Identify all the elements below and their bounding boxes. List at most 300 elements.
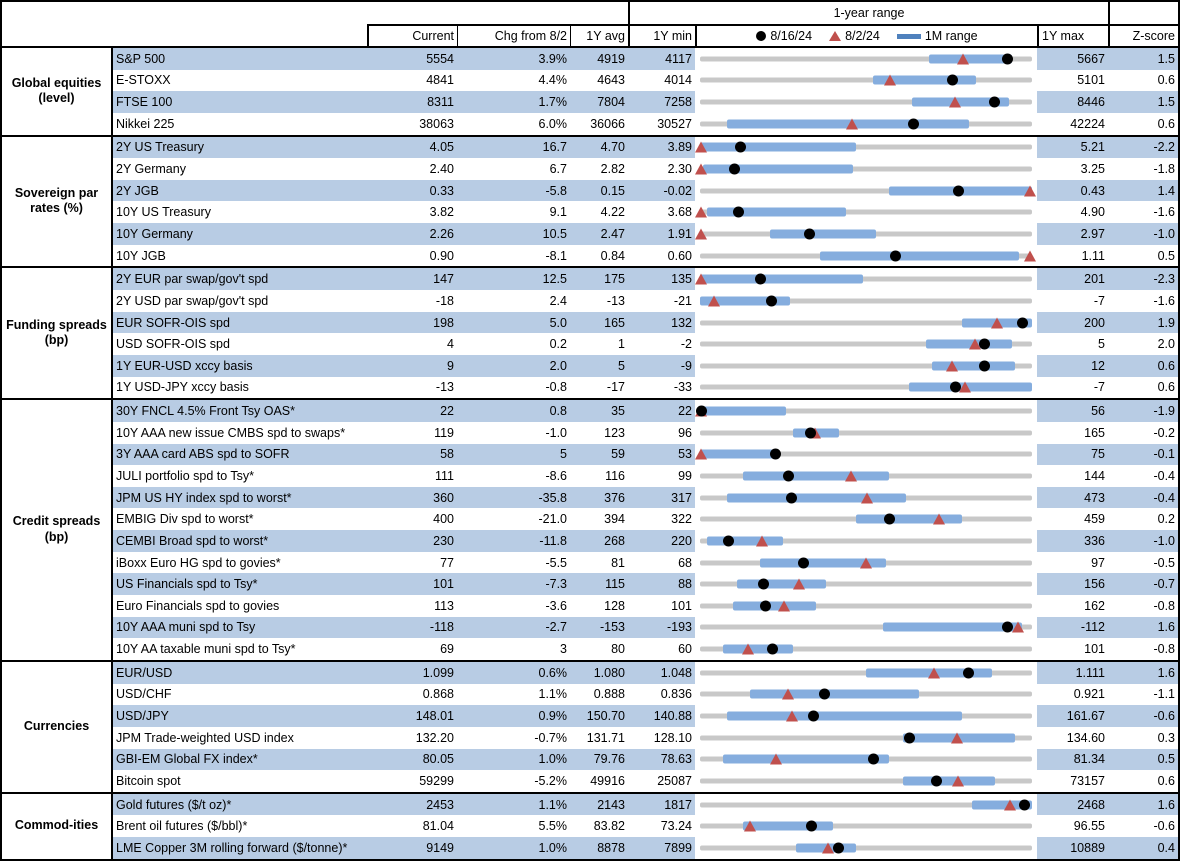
1y-min-value: 30527	[657, 116, 692, 131]
zscore-value: 0.2	[1157, 512, 1175, 527]
prior-triangle-icon	[928, 667, 940, 678]
current-dot-icon	[833, 842, 844, 853]
1y-min-value: 78.63	[628, 749, 695, 771]
1y-max-value: 144	[1084, 468, 1105, 483]
instrument-name: LME Copper 3M rolling forward ($/tonne)*	[113, 837, 367, 859]
1y-min-value: -0.02	[628, 180, 695, 202]
current-value: 8311	[367, 91, 457, 113]
range-chart-cell	[695, 770, 1037, 792]
legend-current-item	[756, 29, 812, 43]
prior-triangle-icon	[1012, 622, 1024, 633]
prior-triangle-icon	[861, 492, 873, 503]
instrument-name: CEMBI Broad spd to worst*	[113, 530, 367, 552]
chg-from-8-2-value: -0.7%	[534, 730, 567, 745]
instrument-name: 3Y AAA card ABS spd to SOFR	[113, 444, 367, 466]
current-value: 0.90	[429, 248, 454, 263]
zscore-value: -0.2	[1153, 425, 1175, 440]
instrument-name: 2Y JGB	[113, 180, 367, 202]
zscore-value: 1.5	[1108, 91, 1178, 113]
header-row-2	[2, 24, 1178, 46]
chg-from-8-2-value: 3	[560, 642, 567, 657]
1y-max-value: -112	[1037, 617, 1108, 639]
prior-triangle-icon	[742, 644, 754, 655]
section-category-label: Sovereign par rates (%)	[2, 137, 113, 267]
chg-from-8-2-value: 0.9%	[457, 705, 570, 727]
range-chart-cell	[695, 530, 1037, 552]
col-header-zscore: Z-score	[1108, 24, 1178, 46]
1y-max-value: 8446	[1037, 91, 1108, 113]
range-chart-cell	[695, 749, 1037, 771]
instrument-name: 1Y EUR-USD xccy basis	[113, 355, 367, 377]
1y-min-value: 7899	[628, 837, 695, 859]
legend-triangle-label: 8/2/24	[845, 29, 880, 43]
range-plot	[700, 749, 1032, 771]
prior-triangle-icon	[744, 821, 756, 832]
range-chart-cell	[695, 444, 1037, 466]
instrument-name: E-STOXX	[116, 73, 171, 88]
range-plot	[700, 770, 1032, 792]
legend-bar-icon	[897, 34, 921, 39]
current-value: 9149	[367, 837, 457, 859]
1y-max-value: 4.90	[1080, 205, 1105, 220]
prior-triangle-icon	[695, 164, 707, 175]
one-month-range-bar	[856, 515, 962, 524]
1y-avg-value: 79.76	[570, 749, 628, 771]
1y-avg-value: 376	[570, 487, 628, 509]
zscore-header-spacer	[1108, 2, 1178, 24]
1y-avg-value: 81	[611, 555, 625, 570]
current-dot-icon	[696, 406, 707, 417]
zscore-value: 0.6	[1108, 355, 1178, 377]
1y-min-value: 3.89	[628, 137, 695, 159]
zscore-value: -1.1	[1153, 687, 1175, 702]
instrument-name: 1Y USD-JPY xccy basis	[116, 380, 249, 395]
range-header-cell	[628, 2, 1108, 24]
chg-from-8-2-value: 1.7%	[457, 91, 570, 113]
table-row	[113, 595, 1178, 617]
range-plot	[700, 91, 1032, 113]
range-chart-cell	[695, 70, 1037, 92]
zscore-value: -0.6	[1153, 819, 1175, 834]
current-value: 198	[367, 312, 457, 334]
1y-min-value: 322	[671, 512, 692, 527]
1y-avg-value: 59	[570, 444, 628, 466]
prior-triangle-icon	[860, 557, 872, 568]
prior-triangle-icon	[770, 754, 782, 765]
1y-avg-value: 115	[570, 573, 628, 595]
1y-avg-value: 83.82	[593, 819, 625, 834]
current-dot-icon	[729, 164, 740, 175]
current-value: 38063	[419, 116, 454, 131]
range-chart-cell	[695, 400, 1037, 422]
table-row	[113, 794, 1178, 816]
current-value: 113	[434, 598, 454, 613]
range-plot	[700, 245, 1032, 267]
instrument-name: S&P 500	[113, 48, 367, 70]
table-row	[113, 158, 1178, 180]
prior-triangle-icon	[695, 142, 707, 153]
1y-min-value: 7258	[628, 91, 695, 113]
1y-min-value: 220	[628, 530, 695, 552]
current-value: 80.05	[367, 749, 457, 771]
1y-min-value: 140.88	[628, 705, 695, 727]
chg-from-8-2-value: -1.0	[545, 425, 567, 440]
range-plot	[700, 487, 1032, 509]
range-chart-cell	[695, 48, 1037, 70]
prior-triangle-icon	[708, 295, 720, 306]
1y-max-value: 459	[1084, 512, 1105, 527]
instrument-name: iBoxx Euro HG spd to govies*	[116, 555, 281, 570]
instrument-name: 2Y USD par swap/gov't spd	[116, 293, 269, 308]
one-month-range-bar	[733, 601, 816, 610]
1y-min-value: -21	[673, 293, 692, 308]
1y-max-value: 473	[1037, 487, 1108, 509]
chg-from-8-2-value: -11.8	[457, 530, 570, 552]
current-dot-icon	[755, 274, 766, 285]
current-dot-icon	[798, 557, 809, 568]
prior-triangle-icon	[946, 360, 958, 371]
1y-max-value: 3.25	[1080, 162, 1105, 177]
range-plot	[700, 705, 1032, 727]
1y-max-value: 0.43	[1037, 180, 1108, 202]
1y-max-value: 5101	[1077, 73, 1105, 88]
instrument-name: US Financials spd to Tsy*	[113, 573, 367, 595]
chg-from-8-2-value: -5.8	[457, 180, 570, 202]
1y-min-value: 99	[678, 468, 692, 483]
range-plot	[700, 70, 1032, 92]
instrument-name: 30Y FNCL 4.5% Front Tsy OAS*	[113, 400, 367, 422]
current-value: 360	[367, 487, 457, 509]
1y-min-value: -33	[673, 380, 692, 395]
current-value: 2453	[367, 794, 457, 816]
1y-avg-value: 116	[605, 468, 625, 483]
1y-min-value: 73.24	[660, 819, 692, 834]
zscore-value: -1.6	[1153, 293, 1175, 308]
1y-avg-value: 0.888	[593, 687, 625, 702]
range-chart-cell	[695, 837, 1037, 859]
section-rows	[113, 662, 1178, 792]
1y-avg-value: 2.82	[600, 162, 625, 177]
instrument-name: EUR/USD	[113, 662, 367, 684]
instrument-name: USD SOFR-OIS spd	[116, 337, 230, 352]
current-value: 2.40	[429, 162, 454, 177]
chg-from-8-2-value: 6.0%	[538, 116, 567, 131]
1y-min-value: 22	[628, 400, 695, 422]
range-legend	[695, 24, 1037, 46]
1y-max-value: 5.21	[1037, 137, 1108, 159]
current-value: 77	[440, 555, 454, 570]
one-month-range-bar	[750, 690, 919, 699]
zscore-value: 1.4	[1108, 180, 1178, 202]
instrument-name: Nikkei 225	[116, 116, 175, 131]
current-dot-icon	[908, 118, 919, 129]
one-month-range-bar	[743, 822, 833, 831]
current-dot-icon	[770, 449, 781, 460]
zscore-value: -0.6	[1108, 705, 1178, 727]
range-plot	[700, 158, 1032, 180]
chg-from-8-2-value: -35.8	[457, 487, 570, 509]
current-dot-icon	[989, 97, 1000, 108]
range-plot	[700, 508, 1032, 530]
zscore-value: 1.9	[1108, 312, 1178, 334]
header-row-1	[2, 2, 1178, 24]
range-plot	[700, 377, 1032, 399]
current-dot-icon	[1017, 317, 1028, 328]
current-value: 132.20	[415, 730, 454, 745]
instrument-name: JPM Trade-weighted USD index	[116, 730, 294, 745]
table-row	[113, 552, 1178, 574]
zscore-value: -2.3	[1108, 268, 1178, 290]
prior-triangle-icon	[951, 732, 963, 743]
range-chart-cell	[695, 684, 1037, 706]
table-row	[113, 377, 1178, 399]
one-month-range-bar	[727, 493, 906, 502]
1y-max-value: -7	[1093, 293, 1105, 308]
one-month-range-bar	[727, 712, 963, 721]
range-chart-cell	[695, 573, 1037, 595]
1y-max-value: 81.34	[1037, 749, 1108, 771]
range-header-label: 1-year range	[833, 6, 905, 20]
1y-max-value: 75	[1037, 444, 1108, 466]
1y-max-value: 10889	[1037, 837, 1108, 859]
current-dot-icon	[931, 775, 942, 786]
chg-from-8-2-value: 16.7	[457, 137, 570, 159]
range-chart-cell	[695, 158, 1037, 180]
prior-triangle-icon	[1024, 185, 1036, 196]
range-chart-cell	[695, 113, 1037, 135]
range-plot	[700, 617, 1032, 639]
one-month-range-bar	[707, 208, 846, 217]
prior-triangle-icon	[952, 775, 964, 786]
instrument-name: 10Y JGB	[116, 248, 166, 263]
current-value: 5554	[367, 48, 457, 70]
section-rows	[113, 794, 1178, 859]
1y-max-value: 96.55	[1073, 819, 1105, 834]
range-chart-cell	[695, 290, 1037, 312]
prior-triangle-icon	[959, 382, 971, 393]
section-rows	[113, 400, 1178, 660]
1y-avg-value: 394	[604, 512, 625, 527]
range-chart-cell	[695, 91, 1037, 113]
range-plot	[700, 355, 1032, 377]
prior-triangle-icon	[695, 449, 707, 460]
chg-from-8-2-value: 1.0%	[457, 749, 570, 771]
range-chart-cell	[695, 312, 1037, 334]
range-chart-cell	[695, 245, 1037, 267]
chg-from-8-2-value: 2.0	[457, 355, 570, 377]
table-row	[113, 749, 1178, 771]
1y-max-value: 161.67	[1037, 705, 1108, 727]
section-category-label: Credit spreads (bp)	[2, 400, 113, 660]
table-row	[113, 444, 1178, 466]
table-row	[113, 770, 1178, 792]
zscore-value: 0.6	[1157, 380, 1175, 395]
1y-avg-value: 4643	[597, 73, 625, 88]
current-value: 111	[434, 468, 454, 483]
zscore-value: -1.9	[1108, 400, 1178, 422]
section	[2, 46, 1178, 135]
current-value: 119	[434, 425, 454, 440]
table-row	[113, 113, 1178, 135]
chg-from-8-2-value: -2.7	[457, 617, 570, 639]
current-dot-icon	[890, 250, 901, 261]
table-row	[113, 245, 1178, 267]
range-chart-cell	[695, 201, 1037, 223]
zscore-value: -0.8	[1153, 642, 1175, 657]
instrument-name: 2Y EUR par swap/gov't spd	[113, 268, 367, 290]
prior-triangle-icon	[695, 228, 707, 239]
table-row	[113, 290, 1178, 312]
instrument-name: 10Y AAA muni spd to Tsy	[113, 617, 367, 639]
current-value: 2.26	[367, 223, 457, 245]
1y-avg-value: 0.84	[600, 248, 625, 263]
chg-from-8-2-value: -7.3	[457, 573, 570, 595]
1y-min-value: 317	[628, 487, 695, 509]
current-value: -13	[435, 380, 454, 395]
1y-avg-value: 131.71	[586, 730, 625, 745]
instrument-name: EUR SOFR-OIS spd	[113, 312, 367, 334]
section-category-label: Global equities (level)	[2, 48, 113, 135]
chg-from-8-2-value: 0.6%	[457, 662, 570, 684]
current-value: 230	[367, 530, 457, 552]
one-month-range-bar	[723, 755, 889, 764]
table-row	[113, 508, 1178, 530]
1y-max-value: 56	[1037, 400, 1108, 422]
legend-1m-range-item	[897, 29, 978, 43]
header-spacer	[2, 2, 628, 24]
range-chart-cell	[695, 552, 1037, 574]
section	[2, 135, 1178, 267]
chg-from-8-2-value: -8.6	[545, 468, 567, 483]
one-year-track	[700, 78, 1032, 83]
instrument-name: GBI-EM Global FX index*	[113, 749, 367, 771]
1y-min-value: 68	[678, 555, 692, 570]
1y-max-value: 5667	[1037, 48, 1108, 70]
zscore-value: -0.5	[1153, 555, 1175, 570]
one-month-range-bar	[703, 165, 852, 174]
current-value: 1.099	[367, 662, 457, 684]
1y-min-value: 135	[628, 268, 695, 290]
current-value: 0.868	[422, 687, 454, 702]
chg-from-8-2-value: 1.1%	[538, 687, 567, 702]
1y-min-value: 96	[678, 425, 692, 440]
chg-from-8-2-value: 6.7	[549, 162, 567, 177]
one-month-range-bar	[743, 471, 889, 480]
section-rows	[113, 268, 1178, 398]
zscore-value: 1.6	[1108, 617, 1178, 639]
current-dot-icon	[786, 492, 797, 503]
chg-from-8-2-value: 5.5%	[538, 819, 567, 834]
table-row	[113, 333, 1178, 355]
current-dot-icon	[808, 711, 819, 722]
section	[2, 792, 1178, 859]
1y-max-value: 5	[1098, 337, 1105, 352]
1y-avg-value: 2.47	[570, 223, 628, 245]
range-chart-cell	[695, 422, 1037, 444]
1y-max-value: 2468	[1037, 794, 1108, 816]
range-chart-cell	[695, 815, 1037, 837]
current-value: 0.33	[367, 180, 457, 202]
prior-triangle-icon	[778, 600, 790, 611]
chg-from-8-2-value: 9.1	[549, 205, 567, 220]
table-row	[113, 465, 1178, 487]
range-plot	[700, 465, 1032, 487]
section-category-label: Currencies	[2, 662, 113, 792]
zscore-value: -1.8	[1153, 162, 1175, 177]
table-row	[113, 223, 1178, 245]
range-plot	[700, 552, 1032, 574]
1y-max-value: 165	[1084, 425, 1105, 440]
1y-max-value: 1.11	[1081, 248, 1105, 263]
chg-from-8-2-value: 5.0	[457, 312, 570, 334]
range-plot	[700, 530, 1032, 552]
table-body	[2, 46, 1178, 859]
1y-avg-value: 128	[604, 598, 625, 613]
range-plot	[700, 595, 1032, 617]
1y-min-value: 4014	[664, 73, 692, 88]
1y-avg-value: 5	[570, 355, 628, 377]
range-plot	[700, 837, 1032, 859]
one-month-range-bar	[770, 229, 876, 238]
chg-from-8-2-value: 0.2	[549, 337, 567, 352]
current-dot-icon	[766, 295, 777, 306]
1y-min-value: 3.68	[667, 205, 692, 220]
instrument-name: 10Y Germany	[113, 223, 367, 245]
current-value: 4.05	[367, 137, 457, 159]
instrument-name: 2Y US Treasury	[113, 137, 367, 159]
1y-avg-value: 2143	[570, 794, 628, 816]
1y-min-value: -193	[628, 617, 695, 639]
range-chart-cell	[695, 355, 1037, 377]
prior-triangle-icon	[991, 317, 1003, 328]
current-dot-icon	[804, 228, 815, 239]
prior-triangle-icon	[933, 514, 945, 525]
one-month-range-bar	[700, 143, 856, 152]
1y-avg-value: 175	[570, 268, 628, 290]
header-spacer-left	[2, 24, 367, 46]
current-value: -18	[435, 293, 454, 308]
range-plot	[700, 727, 1032, 749]
table-row	[113, 312, 1178, 334]
range-chart-cell	[695, 180, 1037, 202]
1y-avg-value: 1	[618, 337, 625, 352]
table-row	[113, 137, 1178, 159]
range-plot	[700, 137, 1032, 159]
zscore-value: -0.4	[1108, 487, 1178, 509]
prior-triangle-icon	[846, 118, 858, 129]
1y-min-value: 2.30	[667, 162, 692, 177]
prior-triangle-icon	[1024, 250, 1036, 261]
zscore-value: 1.6	[1108, 794, 1178, 816]
zscore-value: 0.6	[1157, 116, 1175, 131]
col-header-chg: Chg from 8/2	[457, 24, 570, 46]
section-category-label: Funding spreads (bp)	[2, 268, 113, 398]
current-value: 147	[367, 268, 457, 290]
current-value: 81.04	[422, 819, 454, 834]
1y-min-value: 0.836	[660, 687, 692, 702]
1y-max-value: 134.60	[1066, 730, 1105, 745]
1y-avg-value: 4919	[570, 48, 628, 70]
table-row	[113, 48, 1178, 70]
table-row	[113, 573, 1178, 595]
chg-from-8-2-value: 12.5	[457, 268, 570, 290]
current-value: 9	[367, 355, 457, 377]
current-value: 59299	[419, 773, 454, 788]
1y-min-value: 25087	[657, 773, 692, 788]
1y-min-value: 128.10	[653, 730, 692, 745]
table-row	[113, 487, 1178, 509]
zscore-value: -0.4	[1153, 468, 1175, 483]
